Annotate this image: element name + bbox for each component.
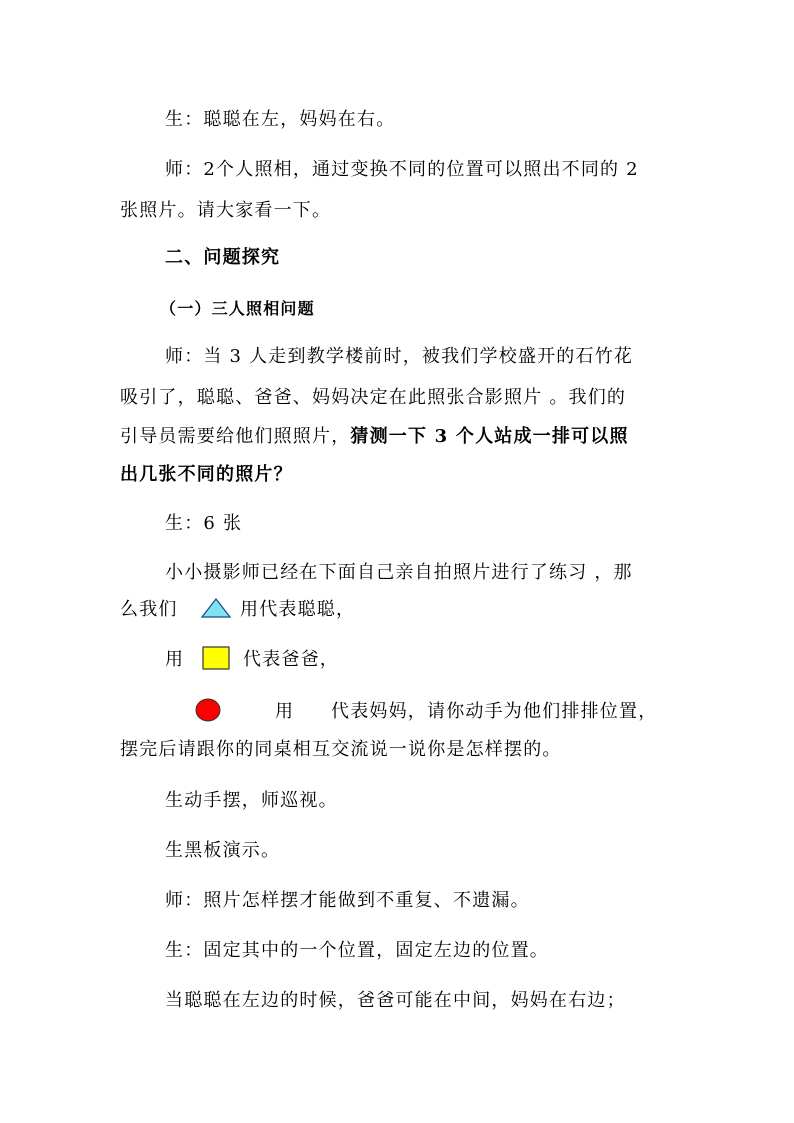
guide-text: 引导员需要给他们照照片， bbox=[120, 426, 351, 447]
use-text-square: 用 bbox=[165, 649, 185, 670]
subsection-heading-three-person-photo: （一）三人照相问题 bbox=[160, 299, 315, 318]
section-heading-problem-exploration: 二、问题探究 bbox=[165, 247, 281, 268]
congcong-left-case: 当聪聪在左边的时候，爸爸可能在中间，妈妈在右边； bbox=[165, 990, 626, 1011]
square-icon bbox=[202, 646, 230, 670]
photographer-practice-line-1: 小小摄影师已经在下面自己亲自拍照片进行了练习 ，那 bbox=[165, 562, 633, 583]
circle-icon bbox=[194, 697, 222, 723]
teacher-two-person-photo-line-1: 师：2个人照相，通过变换不同的位置可以照出不同的 2 bbox=[165, 159, 639, 180]
guess-question-part-1: 猜测一下 3 个人站成一排可以照 bbox=[350, 426, 629, 447]
student-fix-position: 生：固定其中的一个位置，固定左边的位置。 bbox=[165, 940, 549, 961]
teacher-two-person-photo-line-2: 张照片。请大家看一下。 bbox=[120, 200, 332, 221]
represents-dad-text: 代表爸爸， bbox=[243, 649, 339, 670]
triangle-icon bbox=[201, 598, 231, 618]
students-demonstrate: 生黑板演示。 bbox=[165, 840, 281, 861]
we-use-text: 么我们 bbox=[120, 599, 178, 620]
teacher-question-no-repeat: 师：照片怎样摆才能做到不重复、不遗漏。 bbox=[165, 890, 530, 911]
teacher-three-person-line-2: 吸引了，聪聪、爸爸、妈妈决定在此照张合影照片 。我们的 bbox=[120, 387, 627, 408]
use-text-circle: 用 bbox=[275, 701, 295, 722]
discuss-with-deskmate: 摆完后请跟你的同桌相互交流说一说你是怎样摆的。 bbox=[120, 739, 562, 760]
teacher-three-person-line-1: 师：当 3 人走到教学楼前时，被我们学校盛开的石竹花 bbox=[165, 346, 634, 367]
student-answer-positions: 生：聪聪在左，妈妈在右。 bbox=[165, 109, 396, 130]
represents-mom-text: 代表妈妈，请你动手为他们排排位置， bbox=[331, 701, 658, 722]
represents-congcong-text: 用代表聪聪， bbox=[240, 599, 356, 620]
students-arrange: 生动手摆，师巡视。 bbox=[165, 790, 338, 811]
student-answer-six: 生：6 张 bbox=[165, 513, 243, 534]
teacher-three-person-line-3 bbox=[120, 425, 629, 449]
guess-question-part-2: 出几张不同的照片？ bbox=[120, 464, 293, 485]
